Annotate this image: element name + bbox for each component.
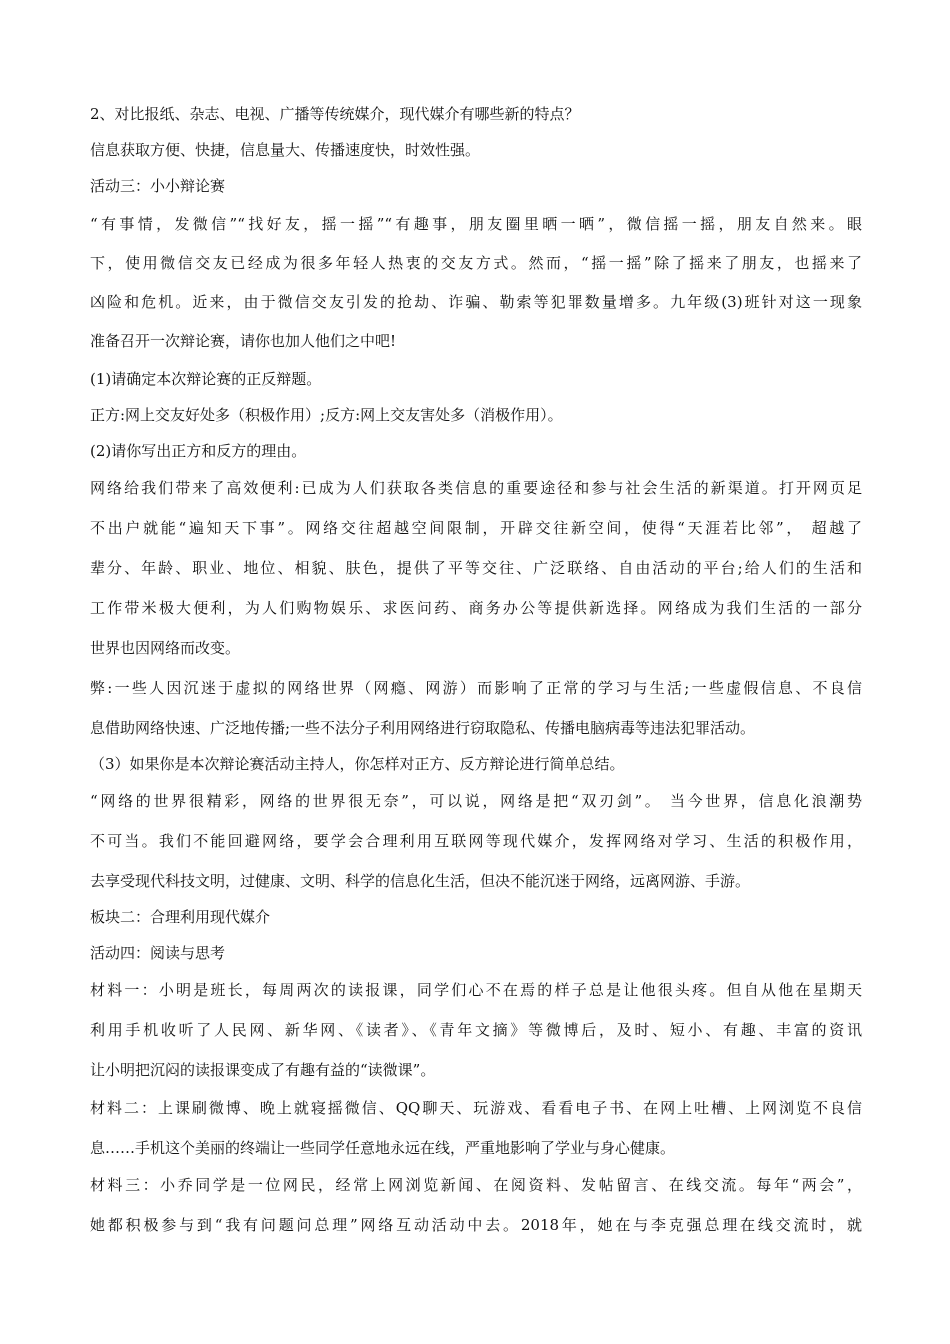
paragraph-line: 让小明把沉闷的读报课变成了有趣有益的“读微课”。 bbox=[90, 1061, 436, 1079]
paragraph-line: 不可当。我们不能回避网络，要学会合理利用互联网等现代媒介，发挥网络对学习、生活的积极作用， bbox=[90, 832, 862, 850]
paragraph-line: 不出户就能“遍知天下事”。网络交往超越空间限制，开辟交往新空间，使得“天涯若比邻”， 超越了 bbox=[90, 519, 862, 537]
paragraph-line: 下，使用微信交友已经成为很多年轻人热衷的交友方式。然而，“摇一摇”除了摇来了朋友，也摇来了 bbox=[90, 254, 862, 272]
paragraph-line: “有事情，发微信”“找好友，摇一摇”“有趣事，朋友圈里晒一晒”，微信摇一摇，朋友自然来。眼 bbox=[90, 215, 862, 233]
paragraph-line: 材料一：小明是班长，每周两次的读报课，同学们心不在焉的样子总是让他很头疼。但自从他在星期天 bbox=[90, 981, 862, 999]
section-2-heading: 板块二：合理利用现代媒介 bbox=[90, 908, 271, 926]
paragraph-line: 材料二：上课刷微博、晚上就寝摇微信、QQ聊天、玩游戏、看看电子书、在网上吐槽、上网浏览不良信 bbox=[90, 1099, 862, 1117]
sub-question-2: (2)请你写出正方和反方的理由。 bbox=[90, 442, 307, 460]
paragraph-line: 利用手机收听了人民网、新华网、《读者》、《青年文摘》等微博后，及时、短小、有趣、丰富的资讯 bbox=[90, 1021, 862, 1039]
paragraph-line: 辈分、年龄、职业、地位、相貌、肤色，提供了平等交往、广泛联络、自由活动的平台;给人们的生活和 bbox=[90, 559, 862, 577]
paragraph-line: 凶险和危机。近来，由于微信交友引发的抢劫、诈骗、勒索等犯罪数量增多。九年级(3)班针对这一现象 bbox=[90, 293, 862, 311]
sub-question-3: （3）如果你是本次辩论赛活动主持人，你怎样对正方、反方辩论进行简单总结。 bbox=[90, 755, 625, 773]
paragraph-line: 材料三：小乔同学是一位网民，经常上网浏览新闻、在阅资料、发帖留言、在线交流。每年“两会”， bbox=[90, 1176, 862, 1194]
paragraph-line: 准备召开一次辩论赛，请你也加人他们之中吧! bbox=[90, 332, 397, 350]
activity-4-heading: 活动四：阅读与思考 bbox=[90, 944, 226, 962]
sub-question-1: (1)请确定本次辩论赛的正反辩题。 bbox=[90, 370, 322, 388]
paragraph-line: 弊:一些人因沉迷于虚拟的网络世界（网瘾、网游）而影响了正常的学习与生活;一些虚假信息、不良信 bbox=[90, 679, 862, 697]
question-2: 2、对比报纸、杂志、电视、广播等传统媒介，现代媒介有哪些新的特点？ bbox=[90, 105, 580, 123]
answer-2: 信息获取方便、快捷，信息量大、传播速度快，时效性强。 bbox=[90, 141, 481, 159]
paragraph-line: 她都积极参与到“我有问题问总理”网络互动活动中去。2018年，她在与李克强总理在线交流时，就 bbox=[90, 1216, 862, 1234]
paragraph-line: 去享受现代科技文明，过健康、文明、科学的信息化生活，但决不能沉迷于网络，远离网游、手游。 bbox=[90, 872, 751, 890]
sub-answer-1: 正方:网上交友好处多（积极作用）;反方:网上交友害处多（消极作用）。 bbox=[90, 406, 563, 424]
paragraph-line: 网络给我们带来了高效便利:已成为人们获取各类信息的重要途径和参与社会生活的新渠道。打开网页足 bbox=[90, 479, 862, 497]
paragraph-line: 世界也因网络而改变。 bbox=[90, 639, 241, 657]
activity-3-heading: 活动三：小小辩论赛 bbox=[90, 177, 226, 195]
paragraph-line: “网络的世界很精彩，网络的世界很无奈”，可以说，网络是把“双刃剑”。 当今世界，信息化浪潮势 bbox=[90, 792, 862, 810]
paragraph-line: 息借助网络快速、广泛地传播;一些不法分子利用网络进行窃取隐私、传播电脑病毒等违法犯罪活动。 bbox=[90, 719, 756, 737]
paragraph-line: 息……手机这个美丽的终端让一些同学任意地永远在线，严重地影响了学业与身心健康。 bbox=[90, 1139, 676, 1157]
paragraph-line: 工作带米极大便利，为人们购物娱乐、求医问药、商务办公等提供新选择。网络成为我们生活的一部分 bbox=[90, 599, 862, 617]
